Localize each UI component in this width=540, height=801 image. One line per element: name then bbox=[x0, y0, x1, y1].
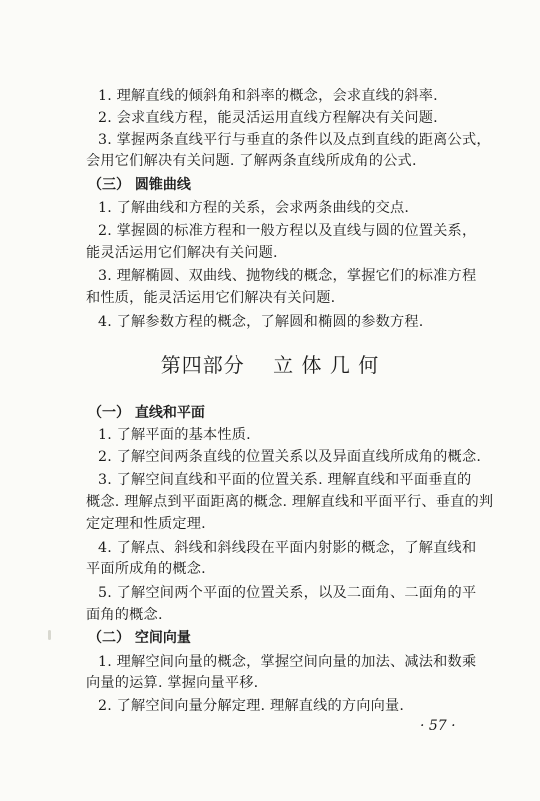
text-line: 2. 了解空间向量分解定理. 理解直线的方向向量. bbox=[98, 698, 405, 714]
text-line: 4. 了解点、斜线和斜线段在平面内射影的概念，了解直线和 bbox=[98, 540, 477, 556]
page-number: · 57 · bbox=[420, 718, 456, 734]
text-line: 4. 了解参数方程的概念，了解圆和椭圆的参数方程. bbox=[98, 314, 424, 330]
scan-speck bbox=[48, 630, 51, 640]
text-line: 2. 掌握圆的标准方程和一般方程以及直线与圆的位置关系， bbox=[98, 223, 477, 239]
text-line: 5. 了解空间两个平面的位置关系，以及二面角、二面角的平 bbox=[98, 585, 477, 601]
text-line: 定定理和性质定理. bbox=[86, 516, 206, 532]
text-line: 向量的运算. 掌握向量平移. bbox=[86, 675, 259, 691]
text-line: 能灵活运用它们解决有关问题. bbox=[86, 245, 278, 261]
text-line: 会用它们解决有关问题. 了解两条直线所成角的公式. bbox=[86, 153, 417, 169]
text-line: 1. 理解直线的倾斜角和斜率的概念，会求直线的斜率. bbox=[98, 88, 438, 104]
part-title: 第四部分 立 体 几 何 bbox=[160, 353, 380, 377]
text-line: 3. 了解空间直线和平面的位置关系. 理解直线和平面垂直的 bbox=[98, 472, 472, 488]
text-line: 3. 理解椭圆、双曲线、抛物线的概念，掌握它们的标准方程 bbox=[98, 268, 477, 284]
text-line: 3. 掌握两条直线平行与垂直的条件以及点到直线的距离公式， bbox=[98, 132, 491, 148]
text-line: 2. 会求直线方程，能灵活运用直线方程解决有关问题. bbox=[98, 110, 438, 126]
section-heading: （三） 圆锥曲线 bbox=[88, 177, 191, 193]
text-line: 1. 了解曲线和方程的关系，会求两条曲线的交点. bbox=[98, 200, 410, 216]
section-heading: （二） 空间向量 bbox=[88, 630, 191, 646]
text-line: 1. 理解空间向量的概念，掌握空间向量的加法、减法和数乘 bbox=[98, 654, 477, 670]
section-heading: （一） 直线和平面 bbox=[88, 405, 205, 421]
text-line: 面角的概念. bbox=[86, 607, 163, 623]
text-line: 2. 了解空间两条直线的位置关系以及异面直线所成角的概念. bbox=[98, 449, 482, 465]
text-line: 平面所成角的概念. bbox=[86, 561, 206, 577]
text-line: 概念. 理解点到平面距离的概念. 理解直线和平面平行、垂直的判 bbox=[86, 494, 494, 510]
text-line: 1. 了解平面的基本性质. bbox=[98, 427, 251, 443]
text-line: 和性质，能灵活运用它们解决有关问题. bbox=[86, 290, 336, 306]
